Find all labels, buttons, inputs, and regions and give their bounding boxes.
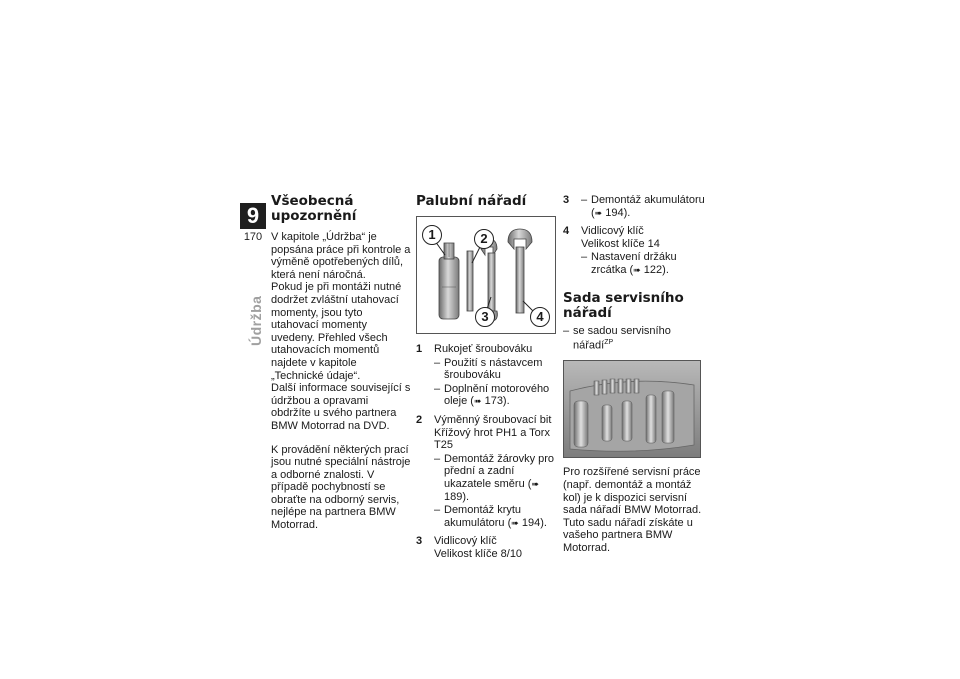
sub-item: Demontáž žárovky pro přední a zadní ukazatele směru ( xyxy=(444,452,555,490)
page-ref-arrow-icon: ➠ xyxy=(594,207,603,218)
page-ref-link[interactable]: 173). xyxy=(484,395,510,408)
paragraph: V kapitole „Údržba“ je popsána práce při kontrole a výměně opotřebených dílů, která není náročná. xyxy=(271,231,411,281)
page-ref-link[interactable]: 189). xyxy=(444,490,470,503)
heading-onboard-tools: Palubní nářadí xyxy=(416,193,527,209)
list-item: 4 Vidlicový klíč Velikost klíče 14 – Nastavení držáku zrcátka (➠ 122). xyxy=(563,225,705,276)
column-general-notes xyxy=(271,194,411,532)
paragraph: K provádění některých prací jsou nutné speciální nástroje a odborné znalosti. V případě pochybností se obraťte na odborný servis, nejlépe na partnera BMW Motorrad. xyxy=(271,443,411,532)
item-number: 4 xyxy=(563,225,570,238)
callout-2: 2 xyxy=(474,229,494,249)
list-item xyxy=(416,535,556,560)
paragraph: Pokud je při montáži nutné dodržet zvláštní utahovací momenty, jsou tyto utahovací momenty uvedeny. Přehled všech utahovacích momentů najdete v kapitole „Technické údaje“. xyxy=(271,281,402,382)
option-note: – se sadou servisního nářadí$^{ZP}$ xyxy=(563,324,671,352)
list-item: 2 Výměnný šroubovací bit Křížový hrot PH1 a Torx T25 – Demontáž žárovky pro přední a zadní ukazatele směru (➠ 189). – Demontáž krytu akumulátoru (➠ 194). xyxy=(416,413,555,529)
page-ref-link[interactable]: 194). xyxy=(605,206,631,219)
item-number: 3 xyxy=(416,535,423,548)
callout-1: 1 xyxy=(422,225,442,245)
sub-item: Nastavení držáku zrcátka ( xyxy=(591,251,677,276)
item-text: Velikost klíče 14 xyxy=(581,237,660,250)
page-number: 170 xyxy=(243,231,263,243)
sub-item: Doplnění motorového oleje ( xyxy=(444,382,550,408)
option-code: ZP xyxy=(604,339,614,347)
item-text: Rukojeť šroubováku xyxy=(434,343,533,355)
item-number: 3 xyxy=(563,194,570,206)
page-ref-link[interactable]: 122). xyxy=(643,263,669,276)
page-ref-arrow-icon: ➠ xyxy=(473,396,482,407)
callout-3: 3 xyxy=(475,307,495,327)
list-item: 3 – Demontáž akumulátoru (➠ 194). xyxy=(563,194,705,219)
item-text: Velikost klíče 8/10 xyxy=(434,547,523,560)
paragraph: Pro rozšířené servisní práce (např. demontáž a montáž kol) je k dispozici servisní sada nářadí BMW Motorrad. Tuto sadu nářadí získáte u vašeho partnera BMW Motorrad. xyxy=(563,466,702,554)
onboard-tools-figure xyxy=(416,216,556,334)
page-ref-arrow-icon: ➠ xyxy=(511,517,519,528)
chapter-number: 9 xyxy=(240,203,266,229)
heading-service-tools: Sada servisního nářadí xyxy=(563,289,684,321)
sub-item: Demontáž akumulátoru ( xyxy=(591,194,705,219)
page-ref-arrow-icon: ➠ xyxy=(633,264,641,275)
callout-4: 4 xyxy=(530,307,550,327)
sub-item: Demontáž krytu akumulátoru ( xyxy=(444,504,522,529)
column-service-tools xyxy=(563,194,705,555)
list-item: 1 Rukojeť šroubováku – Použití s nástavcem šroubováku – Doplnění motorového oleje (➠ 173). xyxy=(416,343,556,408)
item-number: 2 xyxy=(416,413,423,426)
heading-general-notes: Všeobecná upozornění xyxy=(271,193,357,224)
item-text: Vidlicový klíč xyxy=(434,535,497,548)
page-ref-arrow-icon: ➠ xyxy=(531,478,539,489)
item-text: Vidlicový klíč xyxy=(581,225,644,238)
item-text: Výměnný šroubovací bit xyxy=(434,413,552,426)
paragraph: Další informace související s údržbou a opravami obdržíte u svého partnera BMW Motorrad na DVD. xyxy=(271,382,411,432)
page-ref-link[interactable]: 194). xyxy=(521,516,547,529)
service-kit-illustration xyxy=(564,361,700,457)
option-note-text: se sadou servisního nářadí xyxy=(573,324,671,352)
service-tools-figure xyxy=(563,360,701,458)
item-number: 1 xyxy=(416,343,423,355)
sub-item: Použití s nástavcem šroubováku xyxy=(444,356,543,382)
chapter-side-title: Údržba xyxy=(248,295,264,346)
column-onboard-tools xyxy=(416,194,556,561)
chapter-tab xyxy=(240,203,266,243)
item-text: Křížový hrot PH1 a Torx T25 xyxy=(434,426,550,452)
